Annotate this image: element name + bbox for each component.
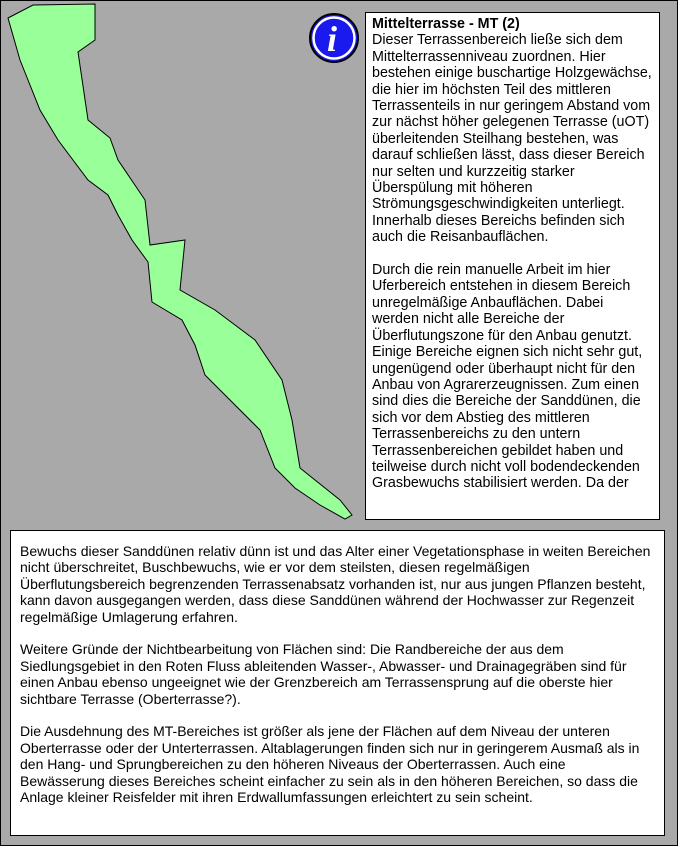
middle-terrace-region[interactable] xyxy=(8,4,352,519)
section-title: Mittelterrasse - MT (2) xyxy=(372,16,520,32)
description-panel-top xyxy=(365,12,660,520)
bottom-paragraph-3: Die Ausdehnung des MT-Bereiches ist größer als jene der Flächen auf dem Niveau der unteren Oberterrasse oder der Unterterrassen. Altablagerungen finden sich nur in geringerem Ausmaß als in den Hang- und Sprungbereichen zu den höheren Niveaus der Oberterrassen. Auch eine Bewässerung dieses Bereiches scheint einfacher zu sein als in den höheren Bereichen, so dass die Anlage kleiner Reisfelder mit ihren Erdwallumfassungen erleichtert zu sein scheint. xyxy=(20,723,640,806)
bottom-paragraph-1: Bewuchs dieser Sanddünen relativ dünn ist und das Alter einer Vegetationsphase in weiten Bereichen nicht überschreitet, Buschbewuchs, wie er vor dem steilsten, diesen regelmäßigen Überflutungsbereich begrenzenden Terrassenabsatz vorhanden ist, nur aus jungen Pflanzen besteht, kann davon ausgegangen werden, dass diese Sanddünen während der Hochwasser zur Regenzeit regelmäßige Umlagerung erfahren. xyxy=(20,543,651,625)
bottom-paragraph-2: Weitere Gründe der Nichtbearbeitung von Flächen sind: Die Randbereiche der aus dem Siedlungsgebiet in den Roten Fluss ableitenden Wasser-, Abwasser- und Drainagegräben sind für einen Anbau ebenso ungeeignet wie der Grenzbereich am Terrassensprung auf die oberste hier sichtbare Terrasse (Oberterrasse?). xyxy=(20,641,627,707)
info-icon[interactable] xyxy=(308,12,360,64)
description-panel-bottom xyxy=(10,530,665,836)
info-glyph: i xyxy=(326,19,338,59)
top-paragraph-1: Dieser Terrassenbereich ließe sich dem Mittelterrassenniveau zuordnen. Hier bestehen einige buschartige Holzgewächse, die hier im höchsten Teil des mittleren Terrassenteils in nur geringem Abstand vom zur nächst höher gelegenen Terrasse (uOT) überleitenden Steilhang bestehen, was darauf schließen lässt, dass dieser Bereich nur selten und kurzzeitig starker Überspülung mit höheren Strömungsgeschwindigkeiten unterliegt. Innerhalb dieses Bereichs befinden sich auch die Reisanbauflächen. xyxy=(372,32,652,246)
top-paragraph-2: Durch die rein manuelle Arbeit im hier Uferbereich entstehen in diesem Bereich unregelmäßige Anbauflächen. Dabei werden nicht alle Bereiche der Überflutungszone für den Anbau genutzt. Einige Bereiche eignen sich nicht sehr gut, ungenügend oder überhaupt nicht für den Anbau von Agrarerzeugnissen. Zum einen sind dies die Bereiche der Sanddünen, die sich vor dem Abstieg des mittleren Terrassenbereichs zu den untern Terrassenbereichen gebildet haben und teilweise durch nicht voll bodendeckenden Grasbewuchs stabilisiert werden. Da der xyxy=(372,262,643,492)
